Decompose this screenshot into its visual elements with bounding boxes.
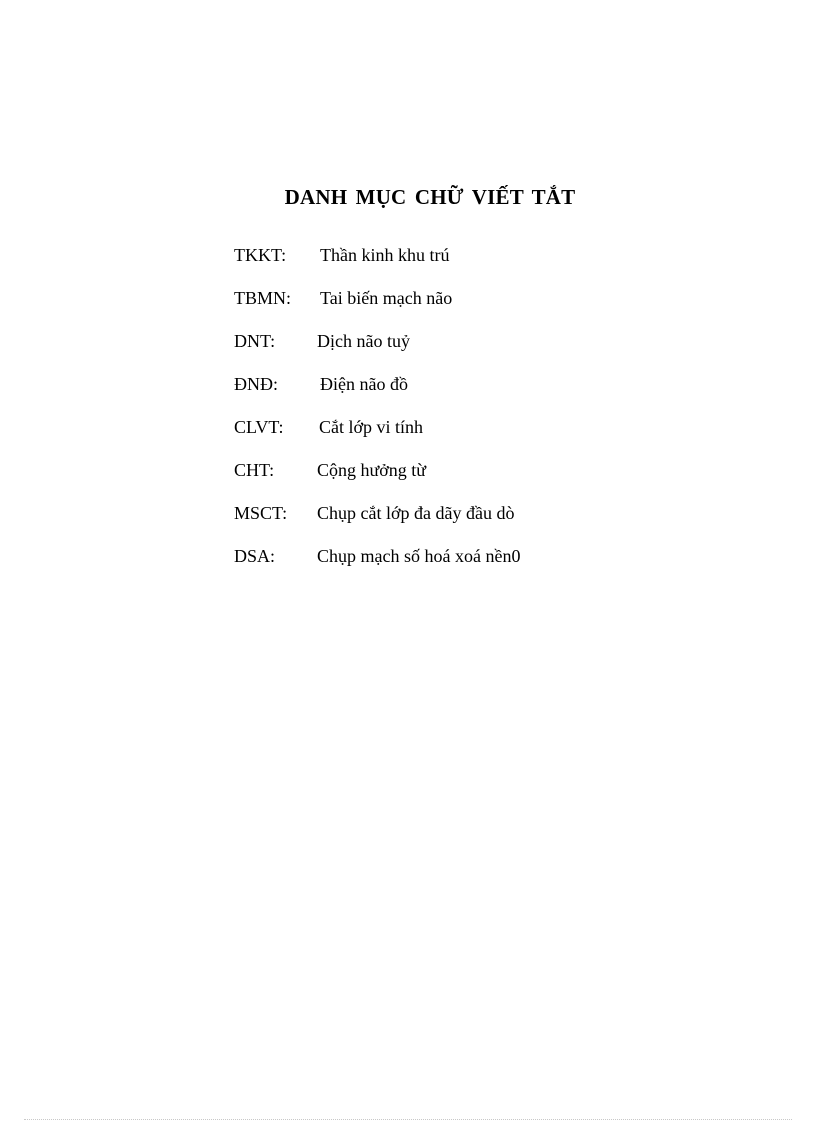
abbreviation-term: DSA:	[234, 546, 276, 566]
abbreviation-definition: Cộng hưởng từ	[317, 460, 427, 480]
abbreviation-definition: Điện não đồ	[320, 374, 408, 394]
abbreviation-definition: Dịch não tuỷ	[317, 331, 410, 351]
abbreviation-term: ĐNĐ:	[234, 374, 278, 394]
page-title: DANH MỤC CHỮ VIẾT TẮT	[284, 185, 576, 209]
abbreviation-term: MSCT:	[234, 503, 288, 523]
abbreviation-definition: Cắt lớp vi tính	[319, 417, 424, 437]
abbreviation-definition: Chụp mạch số hoá xoá nền0	[317, 546, 521, 566]
abbreviation-term: TBMN:	[234, 288, 292, 308]
abbreviation-term: CHT:	[234, 460, 275, 480]
abbreviation-definition: Tai biến mạch não	[320, 288, 453, 308]
page-bottom-divider	[24, 1119, 792, 1120]
abbreviation-definition: Chụp cắt lớp đa dãy đầu dò	[317, 503, 515, 523]
abbreviation-term: CLVT:	[234, 417, 284, 437]
abbreviation-term: TKKT:	[234, 245, 287, 265]
abbreviation-definition: Thần kinh khu trú	[320, 245, 450, 265]
abbreviation-term: DNT:	[234, 331, 276, 351]
